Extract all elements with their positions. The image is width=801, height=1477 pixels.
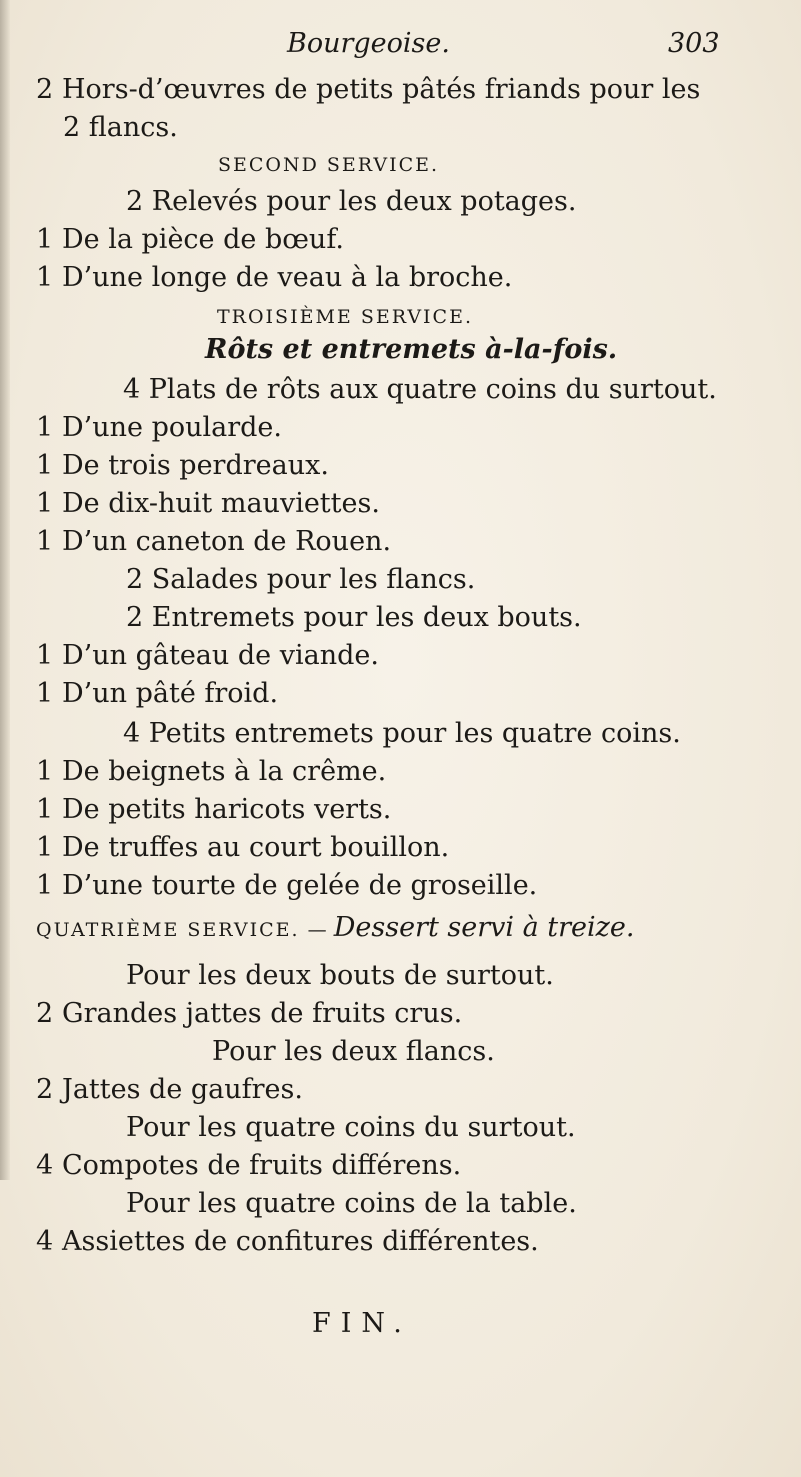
menu-line: Pour les quatre coins du surtout. xyxy=(126,1112,576,1143)
menu-line: 1 De truffes au court bouillon. xyxy=(36,832,450,863)
menu-line: 1 D’un gâteau de viande. xyxy=(36,640,379,671)
menu-line: Pour les deux flancs. xyxy=(212,1036,495,1067)
menu-line: 4 Petits entremets pour les quatre coins. xyxy=(123,718,681,749)
section-heading-third-service: TROISIÈME SERVICE. xyxy=(217,306,474,328)
running-header: Bourgeoise. xyxy=(287,28,450,59)
menu-line: 2 Hors-d’œuvres de petits pâtés friands pour les xyxy=(36,74,701,105)
menu-line: 2 Grandes jattes de fruits crus. xyxy=(36,998,463,1029)
menu-line: 4 Assiettes de confitures différentes. xyxy=(36,1226,539,1257)
menu-line: 1 D’une tourte de gelée de groseille. xyxy=(36,870,538,901)
menu-line: 2 flancs. xyxy=(63,112,178,143)
page-gutter-shadow xyxy=(0,0,10,1180)
menu-line: 2 Jattes de gaufres. xyxy=(36,1074,303,1105)
menu-line: 1 De beignets à la crême. xyxy=(36,756,387,787)
menu-line: 4 Compotes de fruits différens. xyxy=(36,1150,462,1181)
menu-line: 1 D’un caneton de Rouen. xyxy=(36,526,392,557)
menu-line: 1 D’un pâté froid. xyxy=(36,678,279,709)
menu-line: Pour les quatre coins de la table. xyxy=(126,1188,577,1219)
fin-label: FIN. xyxy=(312,1308,412,1339)
menu-line: 2 Relevés pour les deux potages. xyxy=(126,186,577,217)
menu-line: 1 De la pièce de bœuf. xyxy=(36,224,344,255)
menu-line: Pour les deux bouts de surtout. xyxy=(126,960,554,991)
section-subtitle: Rôts et entremets à-la-fois. xyxy=(205,334,618,365)
menu-line: 1 De dix-huit mauviettes. xyxy=(36,488,380,519)
section-heading-fourth-service: QUATRIÈME SERVICE. — Dessert servi à treize. xyxy=(36,912,635,943)
page-number: 303 xyxy=(668,28,720,59)
menu-line: 4 Plats de rôts aux quatre coins du surtout. xyxy=(123,374,717,405)
menu-line: 1 D’une longe de veau à la broche. xyxy=(36,262,513,293)
menu-line: 1 De petits haricots verts. xyxy=(36,794,392,825)
menu-line: 2 Entremets pour les deux bouts. xyxy=(126,602,582,633)
menu-line: 2 Salades pour les flancs. xyxy=(126,564,476,595)
menu-line: 1 D’une poularde. xyxy=(36,412,282,443)
menu-line: 1 De trois perdreaux. xyxy=(36,450,329,481)
section-heading-second-service: SECOND SERVICE. xyxy=(218,154,440,176)
